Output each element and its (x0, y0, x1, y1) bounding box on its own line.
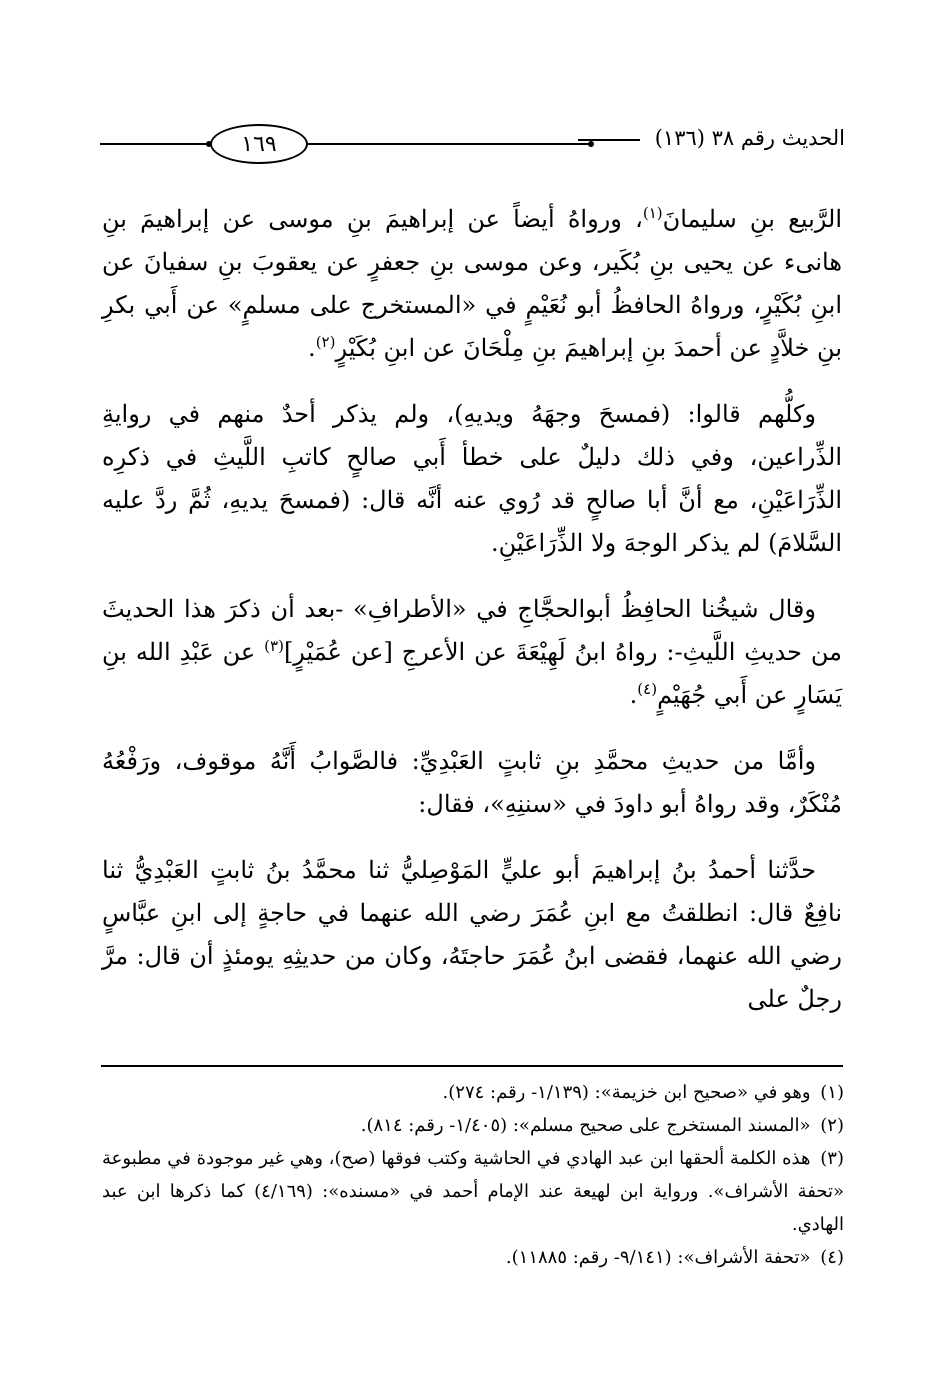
page-number: ١٦٩ (241, 131, 277, 157)
footnote-separator (101, 1065, 843, 1067)
footnote-number: (٤) (820, 1247, 844, 1268)
main-text (102, 198, 842, 1044)
footnote-ref: (٢) (315, 333, 336, 351)
paragraph-text: وقال شيخُنا الحافِظُ أبوالحجَّاجِ في «الأطرافِ» -بعد أن ذكرَ هذا الحديثَ من حديثِ اللَّيثِ-: رواهُ ابنُ لَهِيْعَةَ عن الأعرجِ [عن عُمَيْرٍ] (102, 595, 842, 666)
footnote-ref: (٤) (637, 680, 658, 698)
footnote-number: (١) (820, 1082, 844, 1103)
paragraph-5 (102, 849, 842, 1021)
paragraph-text: . (629, 681, 638, 709)
running-header (100, 118, 845, 170)
paragraph-text: . (308, 334, 316, 362)
paragraph-text: وكلُّهم قالوا: (فمسحَ وجهَهُ ويديهِ)، ولم يذكر أحدٌ منهم في روايةِ الذِّراعين، وفي ذلك دليلٌ على خطأ أَبي صالحٍ كاتبِ اللَّيثِ في ذكرِه الذِّرَاعَيْنِ، مع أنَّ أبا صالحٍ قد رُوي عنه أنَّه قال: (فمسحَ يديهِ، ثُمَّ ردَّ عليه السَّلامَ) لم يذكر الوجهَ ولا الذِّرَاعَيْنِ. (102, 400, 842, 557)
paragraph-3 (102, 588, 842, 717)
paragraph-text: عن عَبْدِ الله بنِ يَسَارٍ عن أَبي جُهَيْمٍ (102, 638, 842, 709)
header-title-text: الحديث رقم ٣٨ (١٣٦) (654, 126, 845, 150)
paragraph-text: وأمَّا من حديثِ محمَّدِ بنِ ثابتٍ العَبْدِيِّ: فالصَّوابُ أَنَّهُ موقوف، ورَفْعُهُ مُنْكَرٌ، وقد رواهُ أبو داودَ في «سننِهِ»، فقال: (102, 747, 842, 818)
page-number-cartouche (210, 124, 308, 164)
footnote-number: (٢) (820, 1115, 844, 1136)
footnote-2 (102, 1109, 844, 1142)
paragraph-text: ، ورواهُ أيضاً عن إبراهيمَ بنِ موسى عن إبراهيمَ بنِ هانىء عن يحيى بنِ بُكَير، وعن موسى بنِ جعفرٍ عن يعقوبَ بنِ سفيانَ عن ابنِ بُكَيْرٍ، ورواهُ الحافظُ أبو نُعَيْمٍ في «المستخرج على مسلمٍ» عن أَبي بكرِ بنِ خلاَّدٍ عن أحمدَ بنِ إبراهيمَ بنِ مِلْحَانَ عن ابنِ بُكَيْرٍ (102, 205, 842, 362)
footnote-number: (٣) (820, 1148, 844, 1169)
footnote-text: هذه الكلمة ألحقها ابن عبد الهادي في الحاشية وكتب فوقها (صح)، وهي غير موجودة في مطبوعة «تحفة الأشراف». ورواية ابن لهيعة عند الإمام أحمد في «مسنده»: (٤/١٦٩) كما ذكرها ابن عبد الهادي. (102, 1148, 844, 1235)
footnote-3 (102, 1142, 844, 1241)
footnote-4 (102, 1241, 844, 1274)
footnotes (102, 1076, 844, 1274)
header-rule-middle (308, 143, 590, 145)
header-rule-left (100, 143, 210, 145)
paragraph-1 (102, 198, 842, 370)
footnote-text: «المسند المستخرج على صحيح مسلم»: (١/٤٠٥- رقم: ٨١٤). (360, 1115, 811, 1136)
paragraph-2 (102, 393, 842, 565)
footnote-ref: (١) (642, 204, 663, 222)
footnote-ref: (٣) (264, 637, 284, 655)
paragraph-4 (102, 740, 842, 826)
header-rule-right (578, 139, 640, 141)
footnote-text: وهو في «صحيح ابن خزيمة»: (١/١٣٩- رقم: ٢٧٤). (442, 1082, 811, 1103)
paragraph-text: حدَّثنا أحمدُ بنُ إبراهيمَ أبو عليٍّ المَوْصِليُّ ثنا محمَّدُ بنُ ثابتٍ العَبْدِيُّ ثنا نافِعٌ قال: انطلقتُ مع ابنِ عُمَرَ رضي الله عنهما في حاجةٍ إلى ابنِ عبَّاسٍ رضي الله عنهما، فقضى ابنُ عُمَرَ حاجتَهُ، وكان من حديثِهِ يومئذٍ أن قال: مرَّ رجلٌ على (102, 856, 842, 1013)
header-title (578, 126, 845, 150)
footnote-text: «تحفة الأشراف»: (٩/١٤١- رقم: ١١٨٨٥). (505, 1247, 811, 1268)
footnote-1 (102, 1076, 844, 1109)
paragraph-text: الرَّبيع بنِ سليمانَ (662, 205, 843, 233)
